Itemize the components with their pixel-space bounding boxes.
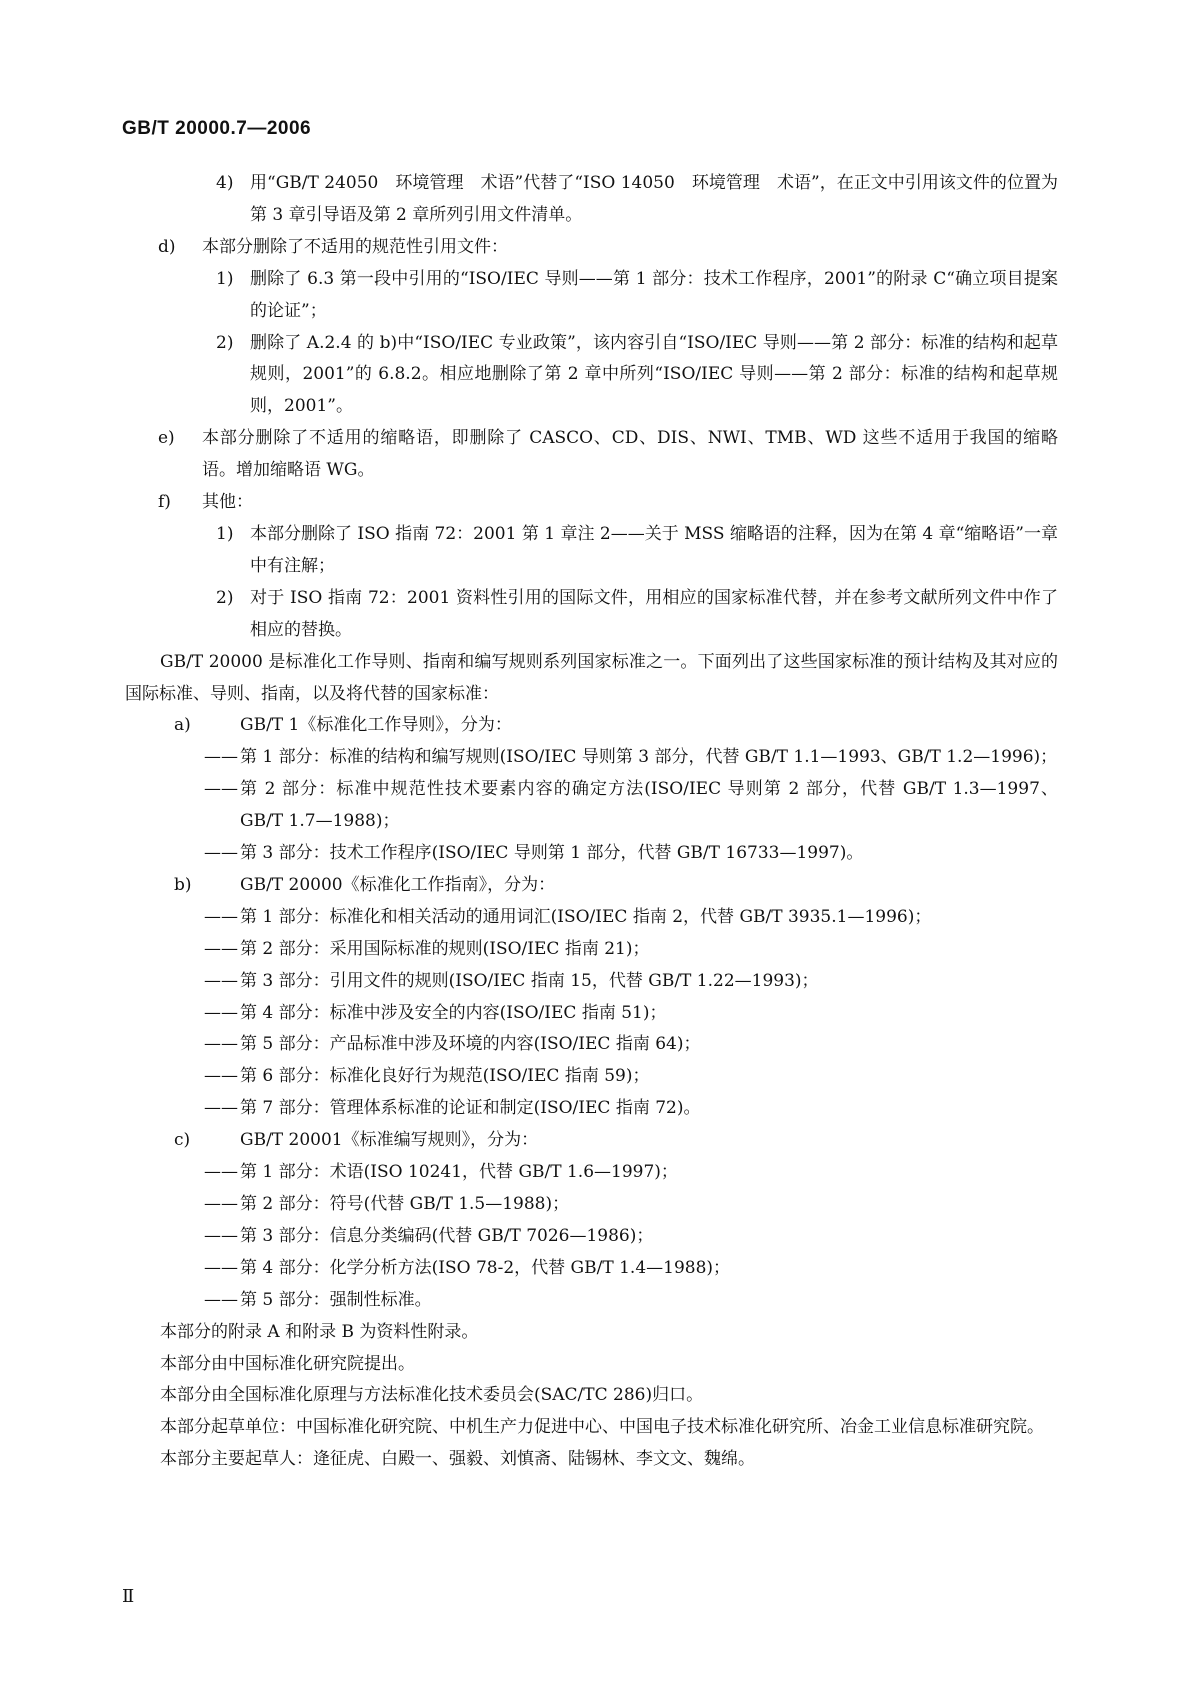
em-dash: —— (204, 1194, 238, 1214)
list-item-f1 (160, 519, 1058, 583)
series-title: GB/T 1《标准化工作导则》，分为： (240, 715, 512, 736)
series-part-text: 第 3 部分：技术工作程序(ISO/IEC 导则第 1 部分，代替 GB/T 16733—1997)。 (240, 843, 864, 864)
em-dash: —— (204, 970, 238, 991)
item-text: 用“GB/T 24050 环境管理 术语”代替了“ISO 14050 环境管理 术语”，在正文中引用该文件的位置为第 3 章引导语及第 2 章所列引用文件清单。 (250, 173, 1058, 225)
series-part (160, 966, 1058, 998)
series-part (160, 774, 1058, 838)
series-part-text: 第 6 部分：标准化良好行为规范(ISO/IEC 指南 59)； (240, 1066, 650, 1087)
em-dash: —— (204, 843, 238, 864)
series-part-text: 第 1 部分：标准化和相关活动的通用词汇(ISO/IEC 指南 2，代替 GB/T 3935.1—1996)； (240, 906, 932, 927)
series-part (160, 1189, 1058, 1221)
series-part (160, 998, 1058, 1030)
item-text: 删除了 6.3 第一段中引用的“ISO/IEC 导则——第 1 部分：技术工作程序，2001”的附录 C“确立项目提案的论证”； (250, 268, 1058, 321)
list-item-d1 (160, 264, 1058, 328)
drafters: 本部分主要起草人：逄征虎、白殿一、强毅、刘慎斋、陆锡林、李文文、魏绵。 (160, 1449, 755, 1470)
series-part (160, 838, 1058, 870)
series-part-text: 第 2 部分：符号(代替 GB/T 1.5—1988)； (240, 1194, 570, 1214)
em-dash: —— (204, 1002, 238, 1023)
series-title: GB/T 20001《标准编写规则》，分为： (240, 1130, 539, 1151)
em-dash: —— (204, 906, 238, 927)
series-part (160, 934, 1058, 966)
series-part (160, 742, 1058, 774)
em-dash: —— (204, 1257, 238, 1278)
item-text: 本部分删除了不适用的规范性引用文件： (202, 236, 508, 257)
series-part-text: 第 1 部分：标准的结构和编写规则(ISO/IEC 导则第 3 部分，代替 GB/T 1.1—1993、GB/T 1.2—1996)； (240, 747, 1058, 768)
item-text: 对于 ISO 指南 72：2001 资料性引用的国际文件，用相应的国家标准代替，并在参考文献所列文件中作了相应的替换。 (250, 587, 1058, 640)
series-part-text: 第 5 部分：强制性标准。 (240, 1289, 432, 1310)
em-dash: —— (204, 1098, 238, 1119)
item-label: f) (158, 492, 171, 513)
item-label: 4) (216, 173, 234, 193)
em-dash: —— (204, 1225, 238, 1246)
item-text: 本部分删除了 ISO 指南 72：2001 第 1 章注 2——关于 MSS 缩略语的注释，因为在第 4 章“缩略语”一章中有注解； (250, 523, 1058, 576)
series-part (160, 1221, 1058, 1253)
item-text: 本部分删除了不适用的缩略语，即删除了 CASCO、CD、DIS、NWI、TMB、WD 这些不适用于我国的缩略语。增加缩略语 WG。 (202, 428, 1058, 481)
drafting-units: 本部分起草单位：中国标准化研究院、中机生产力促进中心、中国电子技术标准化研究所、冶金工业信息标准研究院。 (160, 1417, 1044, 1438)
item-label: b) (174, 874, 192, 895)
series-part-text: 第 4 部分：标准中涉及安全的内容(ISO/IEC 指南 51)； (240, 1002, 667, 1023)
list-item-e (160, 423, 1058, 487)
series-part (160, 1285, 1058, 1317)
em-dash: —— (204, 1066, 238, 1087)
item-label: a) (174, 715, 191, 736)
series-part-text: 第 3 部分：引用文件的规则(ISO/IEC 指南 15，代替 GB/T 1.22—1993)； (240, 970, 819, 991)
annex-note: 本部分的附录 A 和附录 B 为资料性附录。 (160, 1321, 479, 1342)
item-label: 2) (216, 587, 234, 608)
item-label: c) (174, 1130, 191, 1151)
item-label: d) (158, 236, 176, 257)
em-dash: —— (204, 779, 238, 800)
item-label: 1) (216, 523, 234, 544)
series-part-text: 第 2 部分：标准中规范性技术要素内容的确定方法(ISO/IEC 导则第 2 部分，代替 GB/T 1.3—1997、GB/T 1.7—1988)； (240, 779, 1058, 832)
intro-paragraph: GB/T 20000 是标准化工作导则、指南和编写规则系列国家标准之一。下面列出了这些国家标准的预计结构及其对应的国际标准、导则、指南，以及将代替的国家标准： (125, 651, 1058, 704)
series-part-text: 第 4 部分：化学分析方法(ISO 78-2，代替 GB/T 1.4—1988)； (240, 1257, 731, 1278)
committee-note: 本部分由全国标准化原理与方法标准化技术委员会(SAC/TC 286)归口。 (160, 1385, 704, 1406)
em-dash: —— (204, 1034, 238, 1055)
series-part-text: 第 5 部分：产品标准中涉及环境的内容(ISO/IEC 指南 64)； (240, 1034, 701, 1055)
list-item-f2 (160, 583, 1058, 647)
list-item-c4 (160, 168, 1058, 232)
series-title: GB/T 20000《标准化工作指南》，分为： (240, 874, 556, 895)
proposer-note: 本部分由中国标准化研究院提出。 (160, 1353, 415, 1374)
series-part (160, 902, 1058, 934)
series-part (160, 1093, 1058, 1125)
series-a (160, 710, 1058, 742)
series-part-text: 第 1 部分：术语(ISO 10241，代替 GB/T 1.6—1997)； (240, 1162, 678, 1183)
standard-number-header: GB/T 20000.7—2006 (122, 118, 312, 139)
em-dash: —— (204, 1162, 238, 1183)
item-label: 2) (216, 332, 234, 353)
document-body (125, 168, 1058, 1476)
item-label: e) (158, 428, 175, 449)
series-part-text: 第 2 部分：采用国际标准的规则(ISO/IEC 指南 21)； (240, 938, 650, 959)
series-part-text: 第 7 部分：管理体系标准的论证和制定(ISO/IEC 指南 72)。 (240, 1098, 701, 1119)
page-number: Ⅱ (122, 1586, 135, 1607)
series-c (160, 1125, 1058, 1157)
series-part (160, 1029, 1058, 1061)
item-text: 删除了 A.2.4 的 b)中“ISO/IEC 专业政策”，该内容引自“ISO/IEC 导则——第 2 部分：标准的结构和起草规则，2001”的 6.8.2。相应地删除了第 2 章中所列“ISO/IEC 导则——第 2 部分：标准的结构和起草规则，2001”。 (250, 332, 1058, 417)
series-part (160, 1061, 1058, 1093)
series-part (160, 1157, 1058, 1189)
series-part-text: 第 3 部分：信息分类编码(代替 GB/T 7026—1986)； (240, 1225, 654, 1246)
series-b (160, 870, 1058, 902)
item-label: 1) (216, 268, 234, 289)
list-item-d (160, 232, 1058, 264)
list-item-d2 (160, 328, 1058, 424)
list-item-f (160, 487, 1058, 519)
em-dash: —— (204, 1289, 238, 1310)
item-text: 其他： (202, 492, 253, 513)
em-dash: —— (204, 747, 238, 768)
series-part (160, 1253, 1058, 1285)
em-dash: —— (204, 938, 238, 959)
